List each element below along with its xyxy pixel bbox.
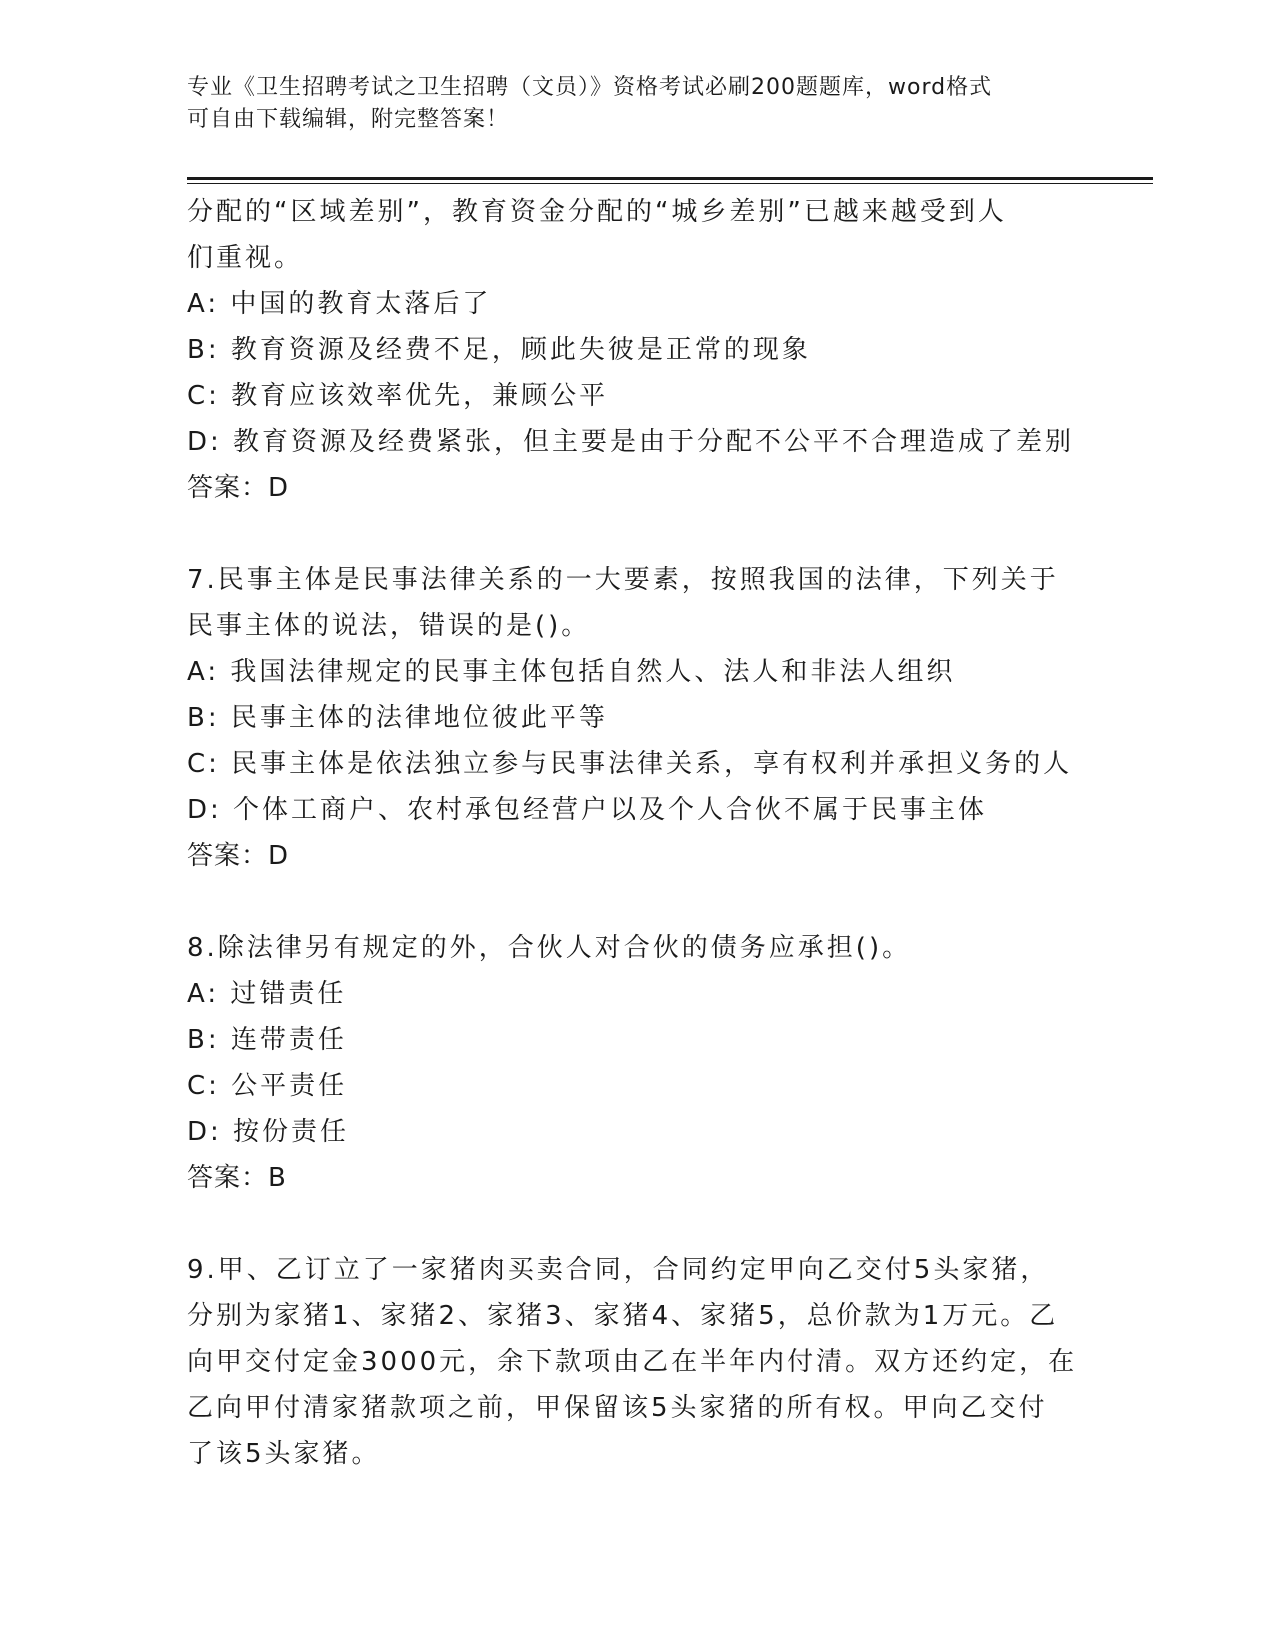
question-content (187, 189, 1087, 1477)
question-6 (187, 189, 1087, 511)
question-stem-line: 乙向甲付清家猪款项之前，甲保留该5头家猪的所有权。甲向乙交付 (187, 1393, 1048, 1423)
header-divider-thin (187, 183, 1153, 184)
question-stem-line: 分配的“区域差别”，教育资金分配的“城乡差别”已越来越受到人 (187, 197, 1007, 227)
question-stem-line: 民事主体的说法，错误的是()。 (187, 611, 591, 641)
option-c: C: 教育应该效率优先，兼顾公平 (187, 381, 609, 411)
header-line-2: 可自由下载编辑，附完整答案！ (187, 107, 510, 132)
question-stem-line: 了该5头家猪。 (187, 1439, 381, 1469)
question-8 (187, 925, 1087, 1201)
option-c: C: 公平责任 (187, 1071, 348, 1101)
header-line-1: 专业《卫生招聘考试之卫生招聘（文员）》资格考试必刷200题题库，word格式 (187, 75, 993, 100)
question-7 (187, 557, 1087, 879)
option-b: B: 教育资源及经费不足，顾此失彼是正常的现象 (187, 335, 811, 365)
option-a: A: 中国的教育太落后了 (187, 289, 492, 319)
option-a: A: 过错责任 (187, 979, 347, 1009)
question-9 (187, 1247, 1087, 1477)
option-b: B: 连带责任 (187, 1025, 347, 1055)
question-stem-line: 9.甲、乙订立了一家猪肉买卖合同，合同约定甲向乙交付5头家猪， (187, 1255, 1050, 1285)
document-header (187, 72, 1087, 136)
answer-line: 答案：B (187, 1163, 287, 1193)
question-stem-line: 7.民事主体是民事法律关系的一大要素，按照我国的法律，下列关于 (187, 565, 1059, 595)
answer-line: 答案：D (187, 841, 290, 871)
option-c: C: 民事主体是依法独立参与民事法律关系，享有权利并承担义务的人 (187, 749, 1073, 779)
question-stem-line: 向甲交付定金3000元，余下款项由乙在半年内付清。双方还约定，在 (187, 1347, 1078, 1377)
header-divider-thick (187, 177, 1153, 180)
question-stem-line: 分别为家猪1、家猪2、家猪3、家猪4、家猪5，总价款为1万元。乙 (187, 1301, 1059, 1331)
option-d: D: 个体工商户、农村承包经营户以及个人合伙不属于民事主体 (187, 795, 988, 825)
question-stem-line: 们重视。 (187, 243, 304, 273)
option-d: D: 按份责任 (187, 1117, 350, 1147)
spacer (187, 1201, 1087, 1247)
answer-line: 答案：D (187, 473, 290, 503)
option-b: B: 民事主体的法律地位彼此平等 (187, 703, 608, 733)
spacer (187, 511, 1087, 557)
question-stem-line: 8.除法律另有规定的外，合伙人对合伙的债务应承担()。 (187, 933, 912, 963)
option-d: D: 教育资源及经费紧张，但主要是由于分配不公平不合理造成了差别 (187, 427, 1075, 457)
spacer (187, 879, 1087, 925)
option-a: A: 我国法律规定的民事主体包括自然人、法人和非法人组织 (187, 657, 956, 687)
